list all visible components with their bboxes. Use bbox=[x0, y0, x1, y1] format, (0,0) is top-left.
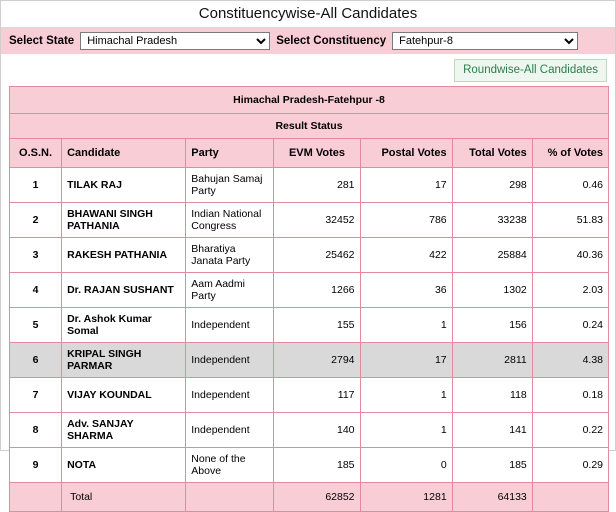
cell-postal-votes: 0 bbox=[360, 448, 452, 483]
state-select[interactable] bbox=[80, 32, 270, 50]
cell-party: Indian National Congress bbox=[186, 203, 274, 238]
page-title: Constituencywise-All Candidates bbox=[1, 1, 615, 28]
cell-candidate: KRIPAL SINGH PARMAR bbox=[62, 343, 186, 378]
selection-bar bbox=[1, 28, 615, 54]
cell-postal-votes: 17 bbox=[360, 343, 452, 378]
table-row bbox=[10, 273, 609, 308]
cell-evm-votes: 185 bbox=[274, 448, 360, 483]
cell-osn: 9 bbox=[10, 448, 62, 483]
cell-evm-votes: 1266 bbox=[274, 273, 360, 308]
table-row bbox=[10, 448, 609, 483]
header-party: Party bbox=[186, 139, 274, 168]
header-candidate: Candidate bbox=[62, 139, 186, 168]
table-row bbox=[10, 413, 609, 448]
cell-party: None of the Above bbox=[186, 448, 274, 483]
constituency-select[interactable] bbox=[392, 32, 578, 50]
cell-evm-votes: 25462 bbox=[274, 238, 360, 273]
actions-bar bbox=[1, 54, 615, 86]
cell-postal-votes: 17 bbox=[360, 168, 452, 203]
cell-party: Independent bbox=[186, 413, 274, 448]
table-row bbox=[10, 308, 609, 343]
table-column-headers bbox=[10, 139, 609, 168]
header-row bbox=[10, 139, 609, 168]
cell-candidate: NOTA bbox=[62, 448, 186, 483]
cell-osn: 2 bbox=[10, 203, 62, 238]
total-label: Total bbox=[62, 483, 186, 512]
cell-osn: 6 bbox=[10, 343, 62, 378]
cell-total-votes: 2811 bbox=[452, 343, 532, 378]
cell-total-votes: 185 bbox=[452, 448, 532, 483]
table-row bbox=[10, 343, 609, 378]
select-constituency-label: Select Constituency bbox=[276, 35, 387, 47]
cell-osn: 7 bbox=[10, 378, 62, 413]
cell-total-votes: 1302 bbox=[452, 273, 532, 308]
cell-evm-votes: 155 bbox=[274, 308, 360, 343]
cell-osn: 1 bbox=[10, 168, 62, 203]
cell-pct-votes: 4.38 bbox=[532, 343, 608, 378]
cell-postal-votes: 1 bbox=[360, 378, 452, 413]
total-party-spacer bbox=[186, 483, 274, 512]
constituency-select-wrapper bbox=[392, 32, 578, 50]
header-pct-votes: % of Votes bbox=[532, 139, 608, 168]
cell-osn: 4 bbox=[10, 273, 62, 308]
total-evm-votes: 62852 bbox=[274, 483, 360, 512]
cell-candidate: Adv. SANJAY SHARMA bbox=[62, 413, 186, 448]
cell-osn: 3 bbox=[10, 238, 62, 273]
table-total-row bbox=[10, 483, 609, 512]
cell-party: Bahujan Samaj Party bbox=[186, 168, 274, 203]
cell-party: Independent bbox=[186, 343, 274, 378]
cell-candidate: Dr. Ashok Kumar Somal bbox=[62, 308, 186, 343]
table-row bbox=[10, 238, 609, 273]
cell-party: Independent bbox=[186, 308, 274, 343]
cell-candidate: Dr. RAJAN SUSHANT bbox=[62, 273, 186, 308]
total-total-votes: 64133 bbox=[452, 483, 532, 512]
header-postal-votes: Postal Votes bbox=[360, 139, 452, 168]
select-state-label: Select State bbox=[9, 35, 75, 47]
roundwise-all-candidates-button[interactable]: Roundwise-All Candidates bbox=[454, 59, 607, 82]
cell-party: Independent bbox=[186, 378, 274, 413]
cell-pct-votes: 40.36 bbox=[532, 238, 608, 273]
total-pct-votes bbox=[532, 483, 608, 512]
total-spacer bbox=[10, 483, 62, 512]
cell-total-votes: 33238 bbox=[452, 203, 532, 238]
cell-osn: 8 bbox=[10, 413, 62, 448]
table-status-row bbox=[10, 114, 609, 139]
cell-candidate: VIJAY KOUNDAL bbox=[62, 378, 186, 413]
cell-candidate: BHAWANI SINGH PATHANIA bbox=[62, 203, 186, 238]
cell-postal-votes: 786 bbox=[360, 203, 452, 238]
table-head bbox=[10, 87, 609, 139]
cell-total-votes: 25884 bbox=[452, 238, 532, 273]
table-row bbox=[10, 168, 609, 203]
cell-pct-votes: 0.22 bbox=[532, 413, 608, 448]
table-banner-row bbox=[10, 87, 609, 114]
results-table-wrapper bbox=[1, 86, 615, 512]
header-osn: O.S.N. bbox=[10, 139, 62, 168]
cell-pct-votes: 2.03 bbox=[532, 273, 608, 308]
cell-pct-votes: 0.46 bbox=[532, 168, 608, 203]
result-status-label: Result Status bbox=[10, 114, 609, 139]
cell-total-votes: 118 bbox=[452, 378, 532, 413]
total-postal-votes: 1281 bbox=[360, 483, 452, 512]
cell-pct-votes: 0.29 bbox=[532, 448, 608, 483]
cell-postal-votes: 1 bbox=[360, 308, 452, 343]
cell-total-votes: 298 bbox=[452, 168, 532, 203]
table-row bbox=[10, 378, 609, 413]
cell-total-votes: 141 bbox=[452, 413, 532, 448]
state-select-wrapper bbox=[80, 32, 270, 50]
cell-candidate: TILAK RAJ bbox=[62, 168, 186, 203]
cell-evm-votes: 281 bbox=[274, 168, 360, 203]
cell-total-votes: 156 bbox=[452, 308, 532, 343]
cell-evm-votes: 32452 bbox=[274, 203, 360, 238]
cell-party: Aam Aadmi Party bbox=[186, 273, 274, 308]
table-body bbox=[10, 168, 609, 512]
table-banner: Himachal Pradesh-Fatehpur -8 bbox=[10, 87, 609, 114]
cell-pct-votes: 0.18 bbox=[532, 378, 608, 413]
cell-postal-votes: 422 bbox=[360, 238, 452, 273]
cell-candidate: RAKESH PATHANIA bbox=[62, 238, 186, 273]
header-evm-votes: EVM Votes bbox=[274, 139, 360, 168]
cell-evm-votes: 140 bbox=[274, 413, 360, 448]
cell-postal-votes: 1 bbox=[360, 413, 452, 448]
cell-pct-votes: 0.24 bbox=[532, 308, 608, 343]
table-row bbox=[10, 203, 609, 238]
results-table bbox=[9, 86, 609, 512]
cell-osn: 5 bbox=[10, 308, 62, 343]
cell-pct-votes: 51.83 bbox=[532, 203, 608, 238]
cell-evm-votes: 2794 bbox=[274, 343, 360, 378]
cell-party: Bharatiya Janata Party bbox=[186, 238, 274, 273]
cell-postal-votes: 36 bbox=[360, 273, 452, 308]
cell-evm-votes: 117 bbox=[274, 378, 360, 413]
header-total-votes: Total Votes bbox=[452, 139, 532, 168]
